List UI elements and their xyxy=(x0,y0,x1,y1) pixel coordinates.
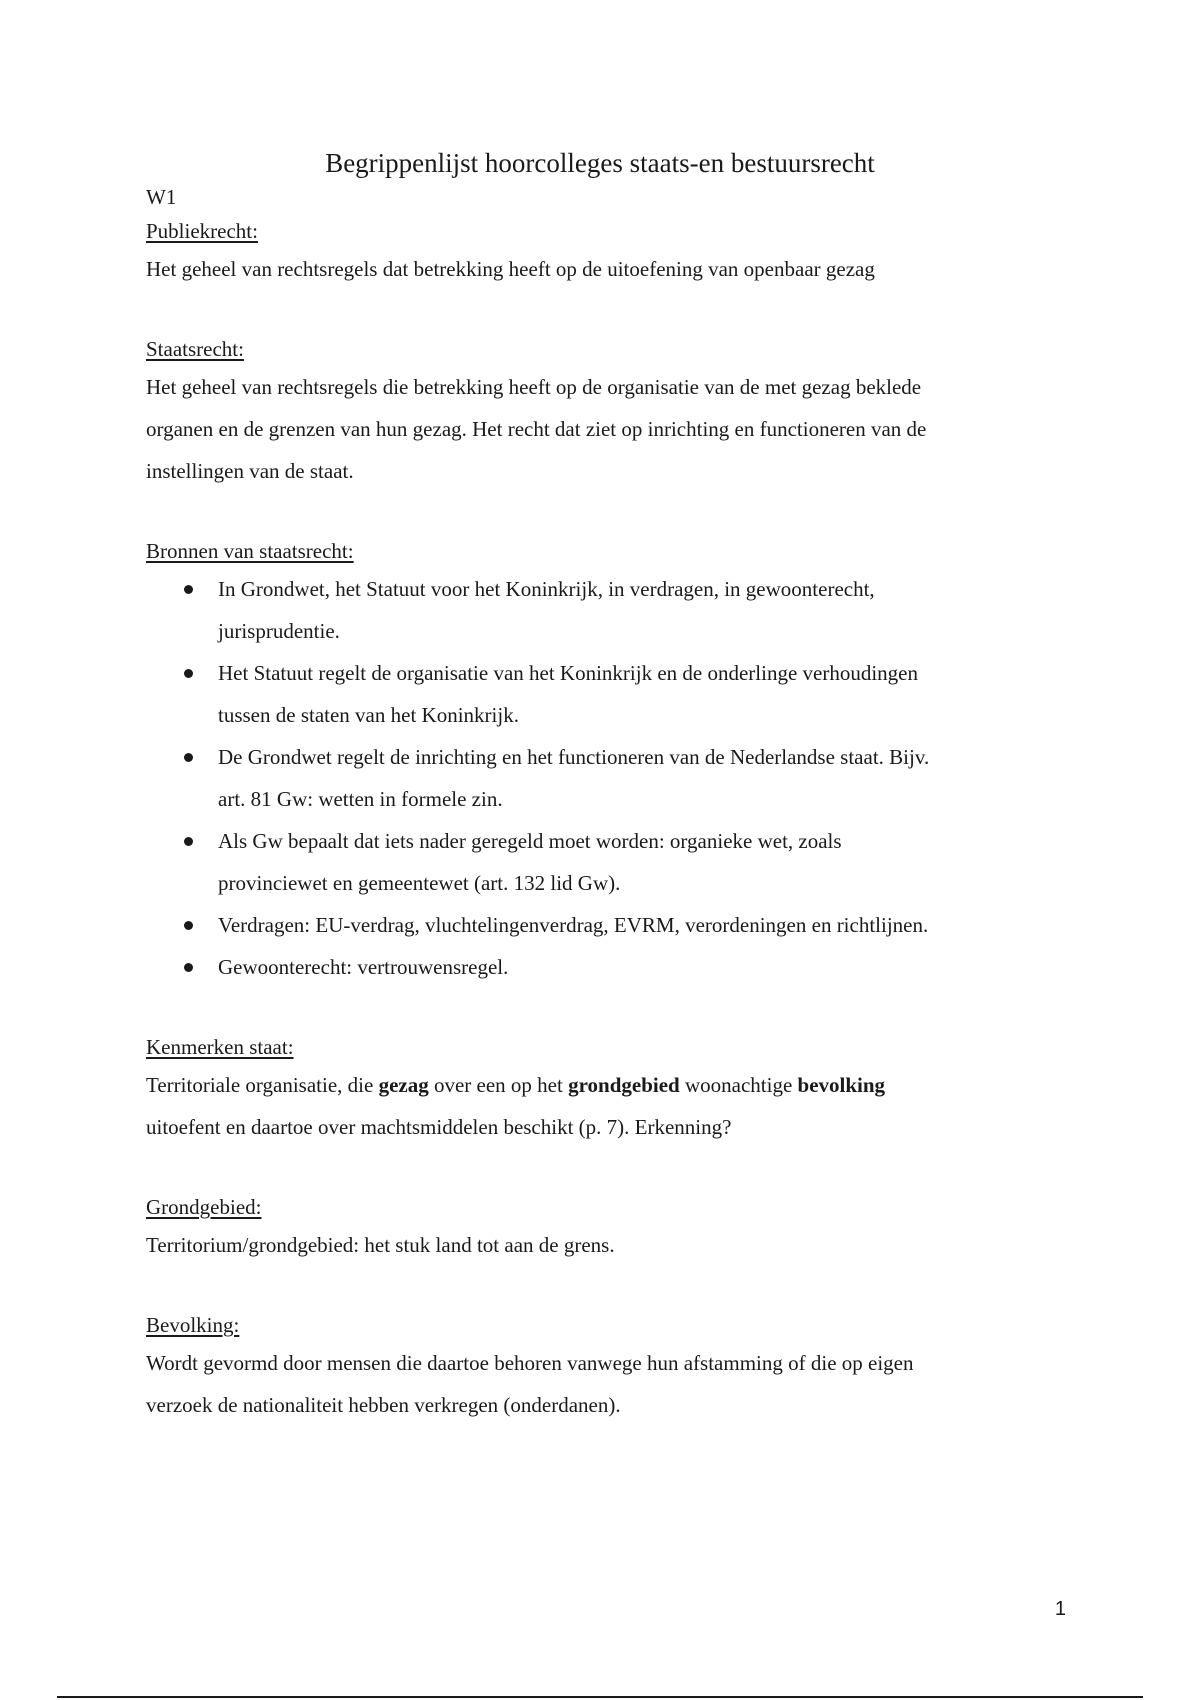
definition-publiekrecht: Het geheel van rechtsregels dat betrekking heeft op de uitoefening van openbaar gezag xyxy=(146,257,875,281)
bevolking-line: Wordt gevormd door mensen die daartoe behoren vanwege hun afstamming of die op eigen xyxy=(146,1351,914,1375)
document-title: Begrippenlijst hoorcolleges staats-en bestuursrecht xyxy=(325,148,875,178)
heading-bevolking: Bevolking: xyxy=(146,1313,240,1337)
list-item: Het Statuut regelt de organisatie van het Koninkrijk en de onderlinge verhoudingen tussen de staten van het Koninkrijk. xyxy=(146,652,1066,736)
page-number: 1 xyxy=(1054,1598,1066,1620)
kenmerken-line: uitoefent en daartoe over machtsmiddelen beschikt (p. 7). Erkenning? xyxy=(146,1115,732,1139)
document-body xyxy=(146,180,1066,1426)
keyword-bevolking: bevolking xyxy=(797,1073,886,1097)
heading-staatsrecht: Staatsrecht: xyxy=(146,337,244,361)
kenmerken-line: Territoriale organisatie, die gezag over een op het grondgebied woonachtige bevolking xyxy=(146,1073,886,1097)
bullet-icon xyxy=(184,921,193,930)
bullet-icon xyxy=(184,669,193,678)
list-item: Als Gw bepaalt dat iets nader geregeld moet worden: organieke wet, zoals provinciewet en gemeentewet (art. 132 lid Gw). xyxy=(146,820,1066,904)
keyword-gezag: gezag xyxy=(378,1073,429,1097)
definition-grondgebied: Territorium/grondgebied: het stuk land tot aan de grens. xyxy=(146,1233,615,1257)
list-item: Gewoonterecht: vertrouwensregel. xyxy=(146,946,1066,988)
list-item: De Grondwet regelt de inrichting en het functioneren van de Nederlandse staat. Bijv. art. 81 Gw: wetten in formele zin. xyxy=(146,736,1066,820)
list-item: Verdragen: EU-verdrag, vluchtelingenverdrag, EVRM, verordeningen en richtlijnen. xyxy=(146,904,1066,946)
staatsrecht-line: organen en de grenzen van hun gezag. Het recht dat ziet op inrichting en functioneren van de xyxy=(146,417,927,441)
heading-bronnen-van-staatsrecht: Bronnen van staatsrecht: xyxy=(146,539,354,563)
week-label: W1 xyxy=(146,185,177,209)
bullet-icon xyxy=(184,753,193,762)
bronnen-list xyxy=(146,568,1066,988)
list-item: In Grondwet, het Statuut voor het Koninkrijk, in verdragen, in gewoonterecht, jurisprudentie. xyxy=(146,568,1066,652)
bevolking-line: verzoek de nationaliteit hebben verkregen (onderdanen). xyxy=(146,1393,621,1417)
bullet-icon xyxy=(184,585,193,594)
keyword-grondgebied: grondgebied xyxy=(568,1073,680,1097)
staatsrecht-line: Het geheel van rechtsregels die betrekking heeft op de organisatie van de met gezag beklede xyxy=(146,375,922,399)
heading-kenmerken-staat: Kenmerken staat: xyxy=(146,1035,294,1059)
staatsrecht-line: instellingen van de staat. xyxy=(146,459,354,483)
footer-divider xyxy=(57,1696,1143,1698)
bullet-icon xyxy=(184,963,193,972)
heading-grondgebied: Grondgebied: xyxy=(146,1195,262,1219)
heading-publiekrecht: Publiekrecht: xyxy=(146,219,258,243)
bullet-icon xyxy=(184,837,193,846)
